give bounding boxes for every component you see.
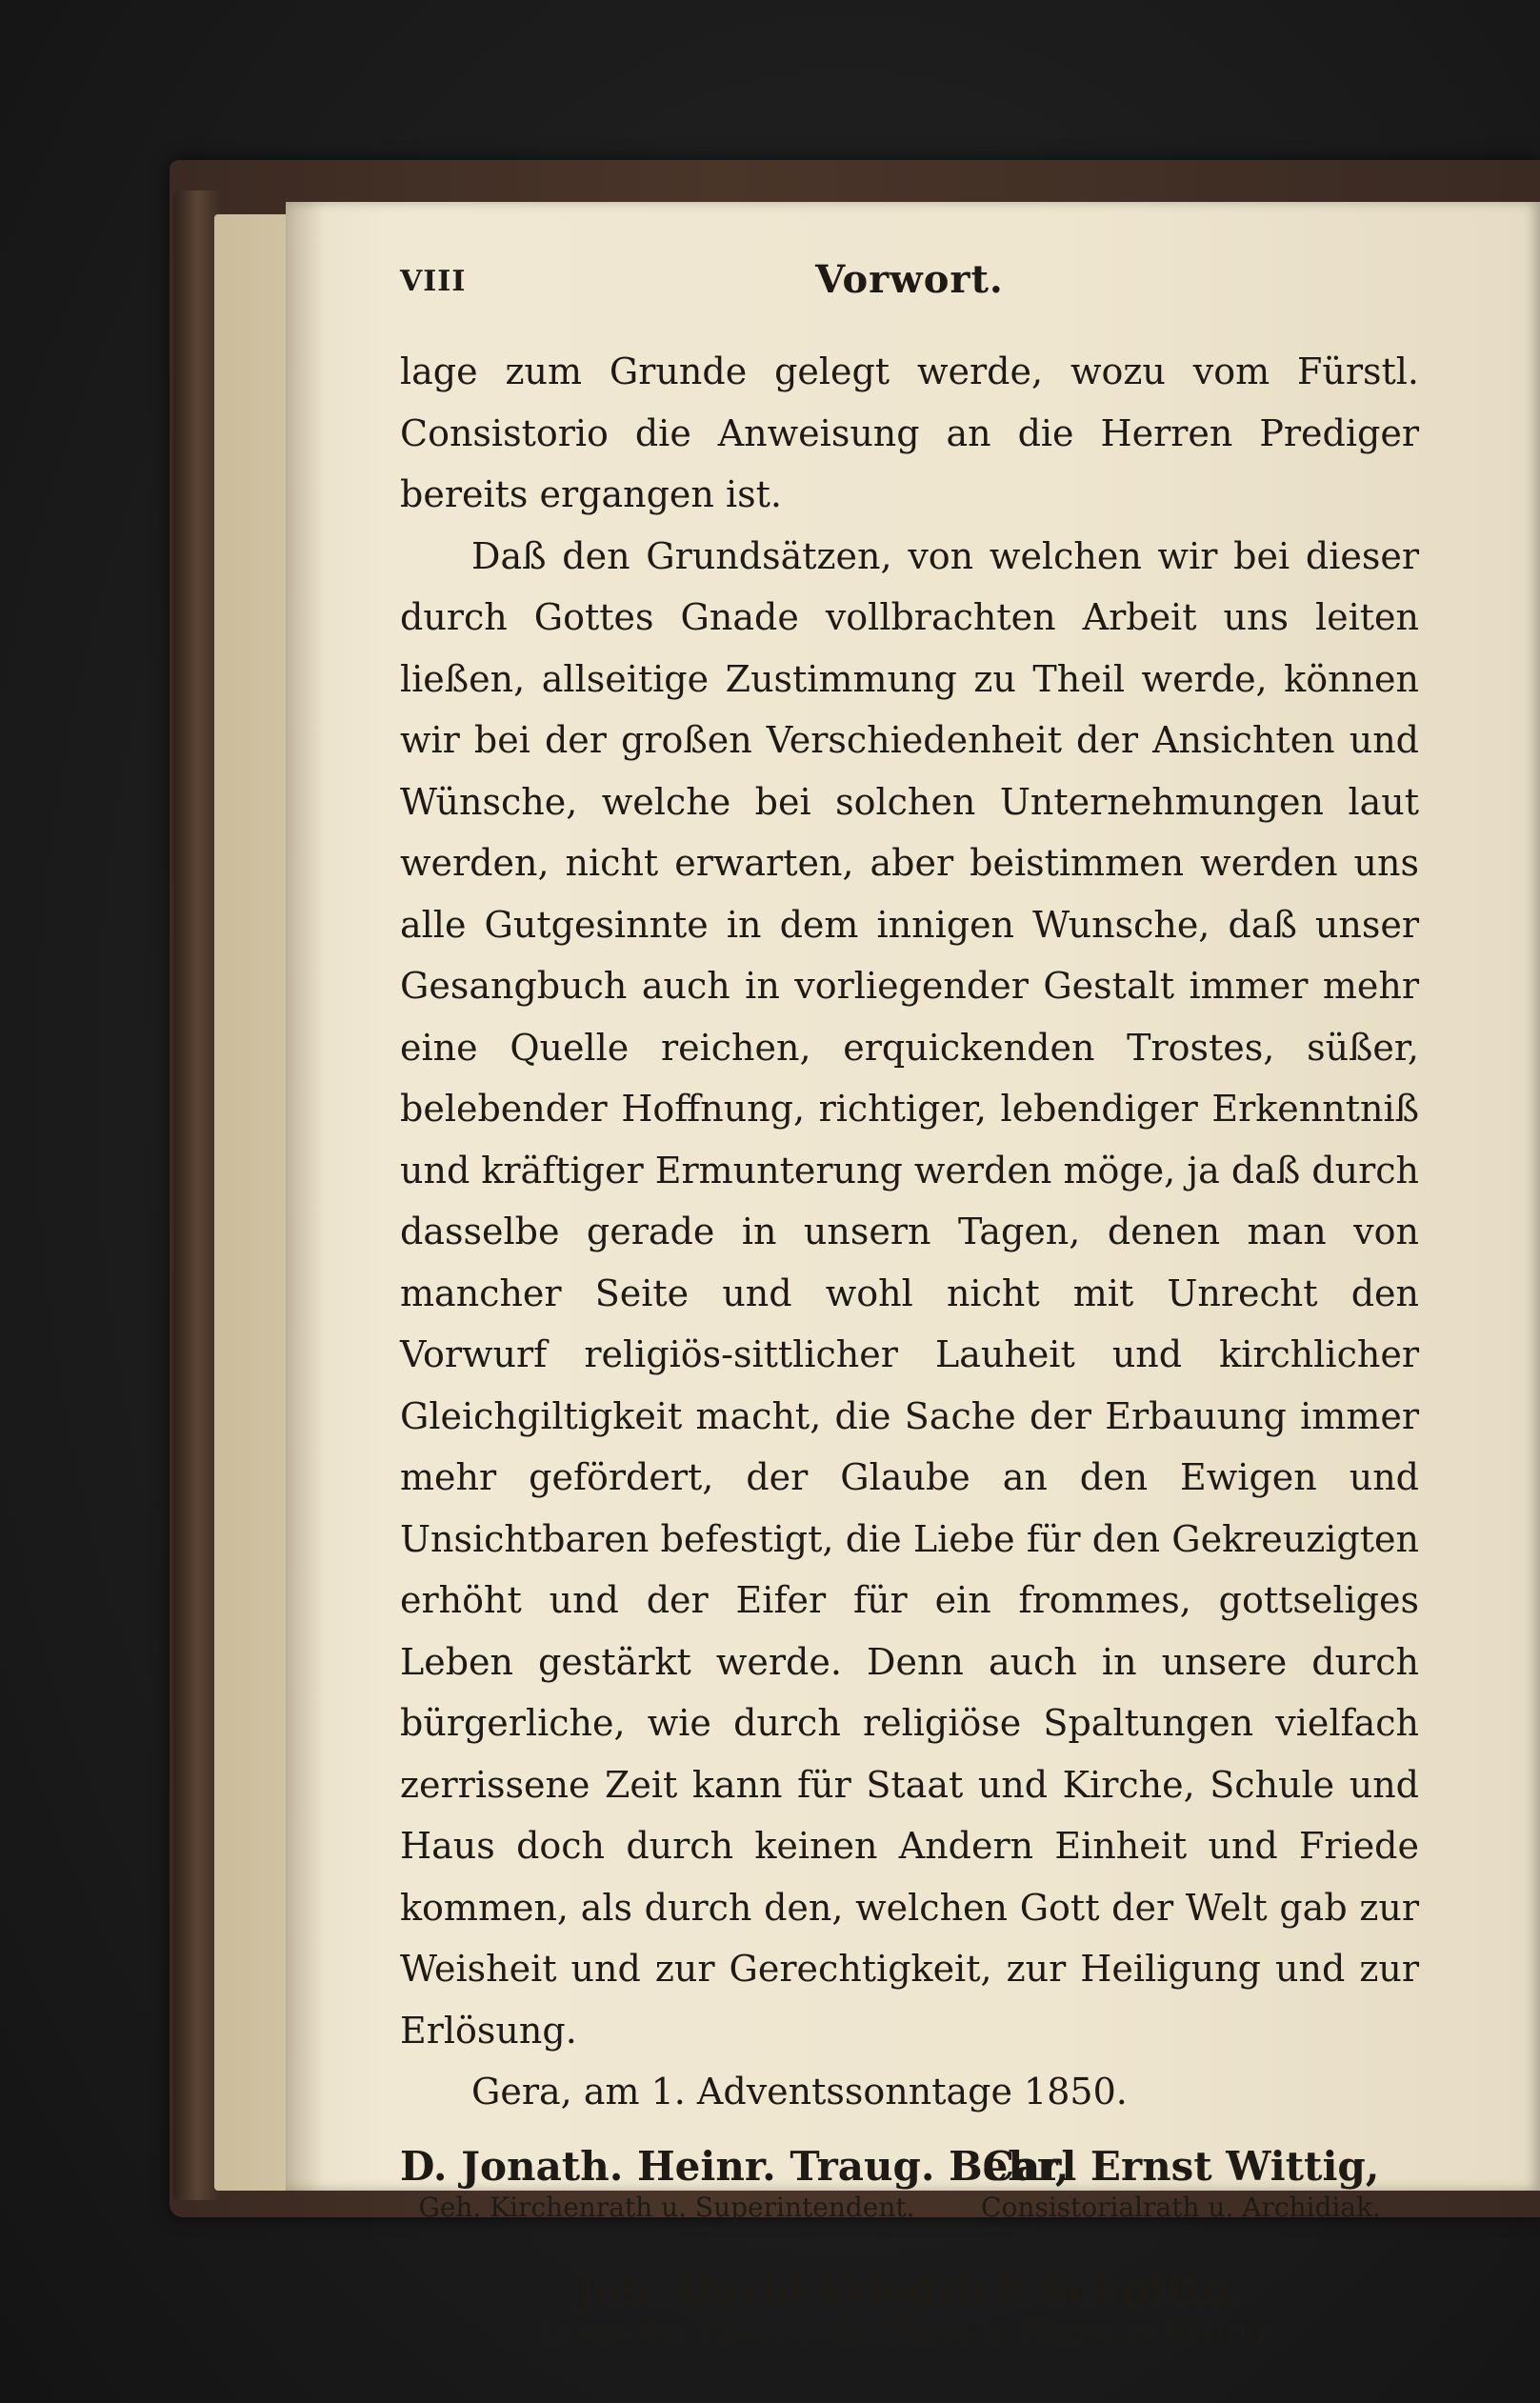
- signatures-block: [400, 2143, 1419, 2391]
- body-text: [400, 341, 1419, 2061]
- page-number: VIII: [400, 265, 467, 298]
- paragraph-1: lage zum Grunde gelegt werde, wozu vom Fürstl. Consistorio die Anweisung an die Herren Prediger bereits ergangen ist.: [400, 350, 1419, 515]
- paragraph-2: Daß den Grundsätzen, von welchen wir bei dieser durch Gottes Gnade vollbrachten Arbeit uns leiten ließen, allseitige Zustimmung zu Theil werde, können wir bei der großen Verschiedenheit der Ansichten und Wünsche, welche bei solchen Unternehmungen laut werden, nicht erwarten, aber beistimmen werden uns alle Gutgesinnte in dem innigen Wunsche, daß unser Gesangbuch auch in vorliegender Gestalt immer mehr eine Quelle reichen, erquickenden Trostes, süßer, belebender Hoffnung, richtiger, lebendiger Erkenntniß und kräftiger Ermunterung werden möge, ja daß durch dasselbe gerade in unsern Tagen, denen man von mancher Seite und wohl nicht mit Unrecht den Vorwurf religiös-sittlicher Lauheit und kirchlicher Gleichgiltigkeit macht, die Sache der Erbauung immer mehr gefördert, der Glaube an den Ewigen und Unsichtbaren befestigt, die Liebe für den Gekreuzigten erhöht und der Eifer für ein frommes, gottseliges Leben gestärkt werde. Denn auch in unsere durch bürgerliche, wie durch religiöse Spaltungen vielfach zerrissene Zeit kann für Staat und Kirche, Schule und Haus doch durch keinen Andern Einheit und Friede kommen, als durch den, welchen Gott der Welt gab zur Weisheit und zur Gerechtigkeit, zur Heiligung und zur Erlösung.: [400, 534, 1420, 2052]
- date-line: Gera, am 1. Adventssonntage 1850.: [471, 2071, 1128, 2113]
- signature-role: Licent. der Theol., D. der Philos. u. Pfarrer zu Köstritz.: [538, 2315, 1281, 2347]
- running-title: Vorwort.: [815, 257, 1004, 302]
- signature-name: Joh. David Friedrich Schottin,: [574, 2267, 1245, 2313]
- gutter-shadow: [286, 202, 324, 2191]
- signature-name: Carl Ernst Wittig,: [982, 2143, 1380, 2190]
- signature-role: Consistorialrath u. Archidiak.: [981, 2192, 1381, 2223]
- signature-wittig: [933, 2143, 1429, 2225]
- page-header: [400, 257, 1419, 314]
- signature-name: D. Jonath. Heinr. Traug. Behr,: [400, 2143, 1070, 2190]
- signature-role: Geh. Kirchenrath u. Superintendent.: [418, 2192, 915, 2223]
- signature-behr: [400, 2143, 1070, 2225]
- signature-schottin: [400, 2267, 1419, 2349]
- page-text-block: [400, 257, 1419, 2391]
